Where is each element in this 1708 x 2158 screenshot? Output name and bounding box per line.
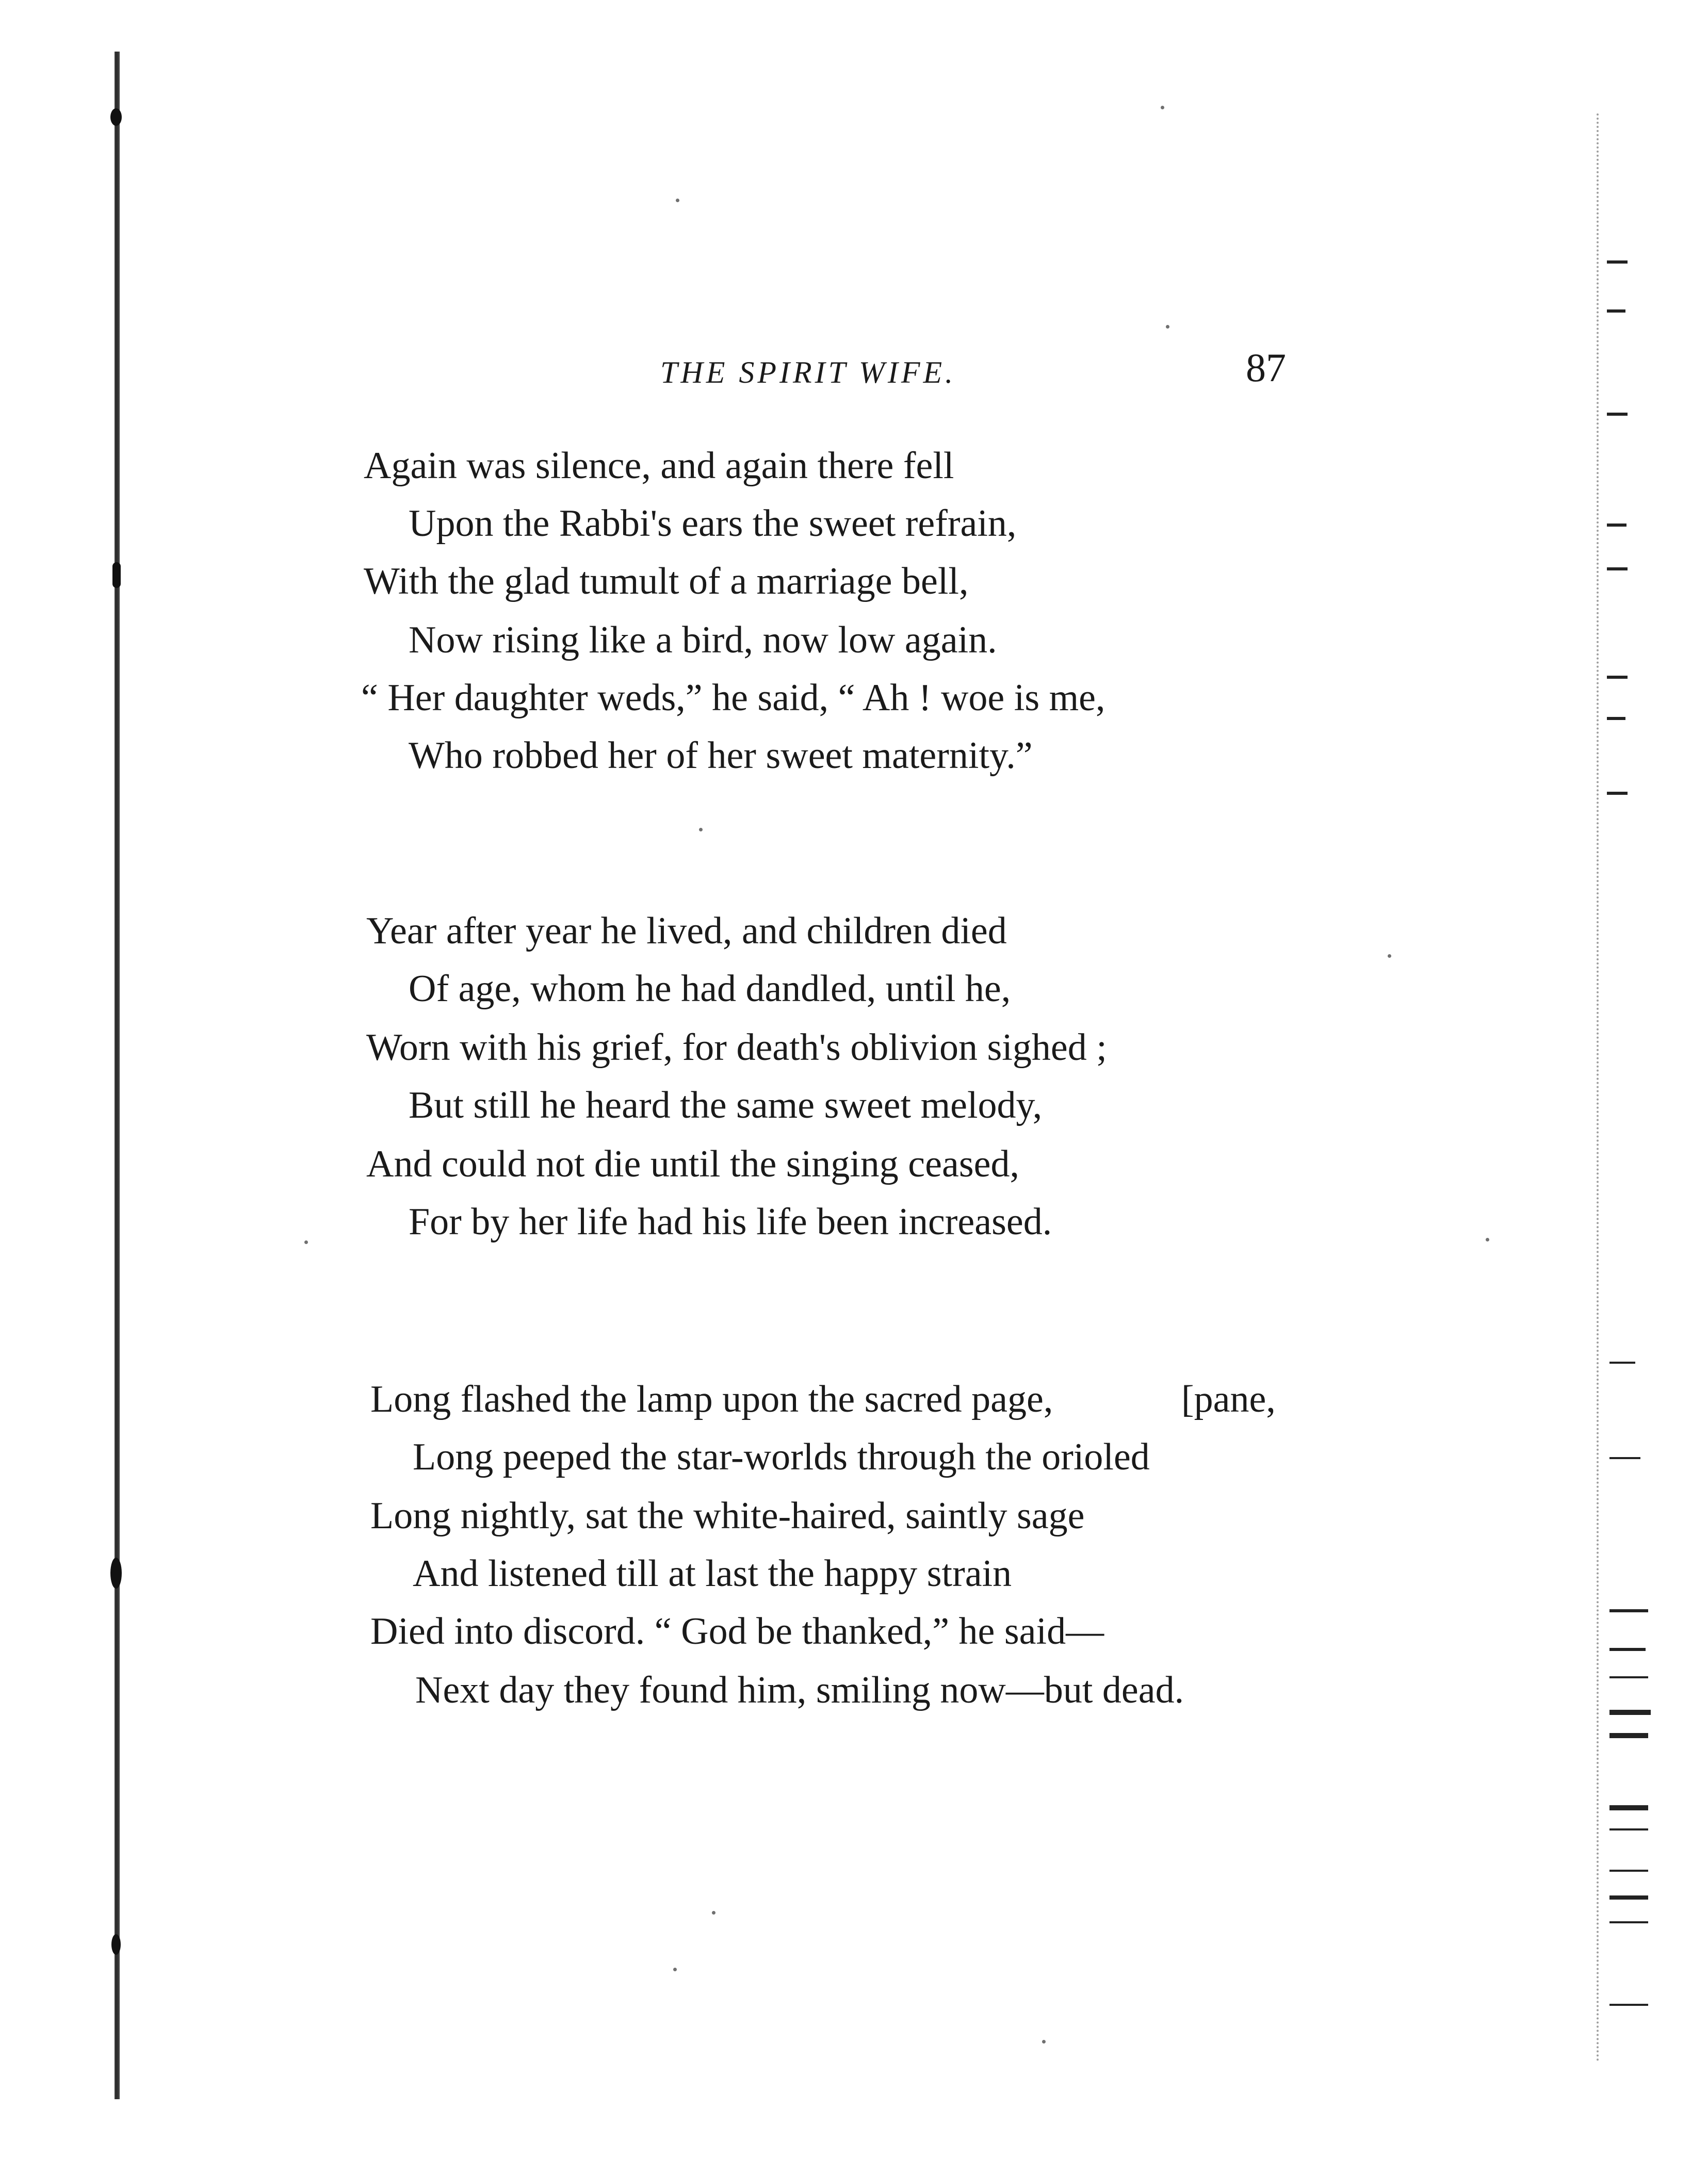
scan-dash	[1607, 567, 1628, 570]
verse-line: Now rising like a bird, now low again.	[409, 619, 997, 661]
scan-dash	[1609, 1921, 1648, 1923]
scan-dash	[1607, 260, 1628, 264]
scan-speck	[1161, 106, 1164, 109]
verse-line: And listened till at last the happy strain	[413, 1552, 1012, 1595]
running-head: THE SPIRIT WIFE.	[660, 355, 956, 389]
page-number: 87	[1246, 345, 1286, 390]
verse-line: But still he heard the same sweet melody,	[409, 1084, 1043, 1126]
binding-mark	[111, 1934, 121, 1955]
scan-dash	[1609, 1710, 1651, 1715]
scan-speck	[676, 199, 679, 202]
scan-dash	[1607, 792, 1628, 795]
binding-mark	[110, 108, 122, 126]
scan-speck	[1166, 325, 1169, 329]
scan-dash	[1609, 1828, 1648, 1830]
scan-dash	[1607, 717, 1625, 720]
binding-edge	[115, 52, 120, 2099]
scan-dash	[1607, 413, 1628, 416]
verse-line: Long nightly, sat the white-haired, saintly sage	[370, 1495, 1085, 1537]
verse-line: And could not die until the singing ceased,	[366, 1143, 1019, 1185]
binding-mark	[112, 562, 121, 588]
verse-line: Year after year he lived, and children died	[366, 910, 1007, 952]
verse-line: Worn with his grief, for death's oblivion sighed ;	[366, 1026, 1107, 1069]
scan-speck	[304, 1240, 308, 1244]
scan-dash	[1607, 309, 1625, 313]
scan-speck	[699, 828, 703, 831]
scan-dash	[1609, 1733, 1648, 1738]
scan-dash	[1609, 1870, 1648, 1872]
verse-line: For by her life had his life been increased.	[409, 1201, 1052, 1243]
scan-speck	[673, 1968, 677, 1971]
margin-note: [pane,	[1181, 1378, 1276, 1420]
scan-dash	[1609, 1457, 1640, 1459]
scan-dash	[1609, 1648, 1646, 1651]
scan-dash	[1607, 524, 1626, 527]
scan-speck	[1042, 2040, 1046, 2043]
verse-line: Long peeped the star-worlds through the orioled	[413, 1436, 1150, 1478]
scan-speck	[712, 1911, 715, 1915]
verse-line: Long flashed the lamp upon the sacred page,	[370, 1378, 1053, 1420]
scan-dash	[1609, 1609, 1648, 1612]
scan-dash	[1609, 2004, 1648, 2006]
scan-dash	[1609, 1362, 1635, 1364]
scan-edge	[1597, 113, 1619, 2063]
scan-dash	[1607, 676, 1628, 679]
binding-mark	[110, 1558, 122, 1589]
verse-line: Died into discord. “ God be thanked,” he said—	[370, 1610, 1104, 1653]
scan-speck	[1388, 954, 1391, 958]
scan-dash	[1609, 1895, 1648, 1900]
scan-speck	[1486, 1238, 1489, 1241]
verse-line: With the glad tumult of a marriage bell,	[364, 560, 969, 602]
scan-dash	[1609, 1805, 1648, 1810]
scan-dash	[1609, 1676, 1648, 1678]
verse-line: Upon the Rabbi's ears the sweet refrain,	[409, 502, 1017, 545]
verse-line: “ Her daughter weds,” he said, “ Ah ! woe is me,	[361, 677, 1105, 719]
verse-line: Again was silence, and again there fell	[364, 445, 954, 487]
verse-line: Who robbed her of her sweet maternity.”	[409, 734, 1033, 777]
verse-line: Next day they found him, smiling now—but dead.	[415, 1669, 1184, 1711]
verse-line: Of age, whom he had dandled, until he,	[409, 968, 1011, 1010]
